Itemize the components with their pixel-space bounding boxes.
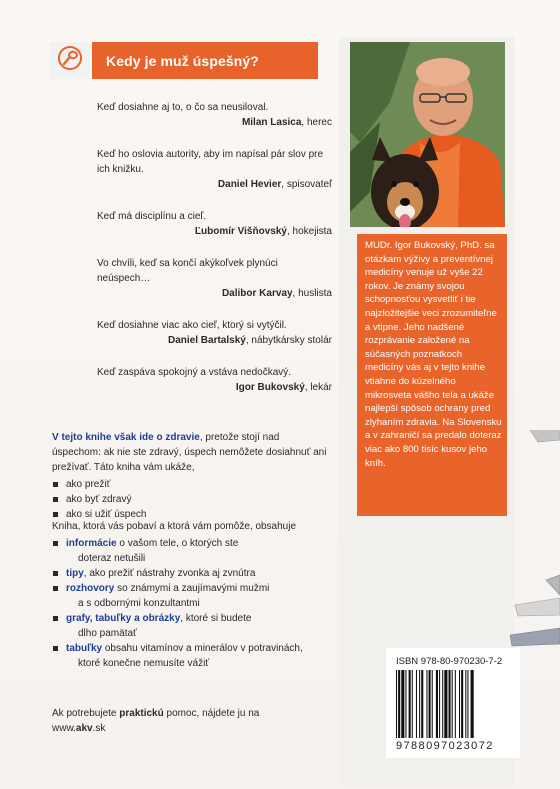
author-role: , huslista: [292, 288, 332, 299]
quote-item: [97, 209, 332, 239]
banner-title: Kedy je muž úspešný?: [106, 52, 259, 69]
list-item: [52, 536, 327, 566]
barcode-bar: [432, 670, 433, 738]
barcode-bar: [398, 670, 400, 738]
url-prefix: www.: [52, 723, 76, 734]
intro-bullets: [52, 477, 327, 522]
barcode-bar: [465, 670, 466, 738]
item-line1: obsahu vitamínov a minerálov v potravinách,: [102, 643, 303, 654]
barcode-bar: [401, 670, 404, 738]
barcode-digits: 9788097023072: [396, 740, 494, 752]
author-name: Daniel Bartalský: [168, 335, 246, 346]
url-domain: akv: [75, 723, 93, 734]
author-name: Daniel Hevier: [217, 179, 282, 190]
quote-item: [97, 256, 332, 301]
item-line2: a s odbornými konzultantmi: [78, 598, 200, 609]
barcode-bar: [439, 670, 440, 738]
contents-intro: Kniha, ktorá vás pobaví a ktorá vám pomôže, obsahuje: [52, 521, 297, 532]
footer-post: pomoc, nájdete ju na: [163, 708, 260, 719]
item-bold: tabuľky: [66, 643, 103, 654]
quotes-list: [97, 100, 332, 412]
barcode-bar: [416, 670, 417, 738]
list-item: [52, 566, 327, 581]
quote-text: Keď dosiahne aj to, o čo sa neusiloval.: [97, 102, 269, 113]
isbn-label: ISBN 978-80-970230-7-2: [396, 656, 503, 667]
author-name: Milan Lasica: [241, 117, 302, 128]
banner-icon-box: [50, 42, 92, 79]
barcode-bar: [461, 670, 463, 738]
item-line2: doteraz netušili: [78, 553, 146, 564]
item-bold: grafy, tabuľky a obrázky: [66, 613, 181, 624]
url-suffix: .sk: [92, 723, 106, 734]
barcode-bar: [449, 670, 451, 738]
intro-rest: , pretože stojí nad úspechom: ak nie ste zdravý, úspech nemôžete dosiahnuť ani prežívať. Táto kniha vám ukáže,: [52, 432, 327, 473]
author-role: , hokejista: [286, 226, 332, 237]
list-item: [52, 611, 327, 641]
barcode-bar: [471, 670, 474, 738]
author-name: Ľubomír Višňovský: [194, 226, 287, 237]
barcode-bar: [412, 670, 413, 738]
item-line1: so známymi a zaujímavými mužmi: [114, 583, 270, 594]
item-line1: o vašom tele, o ktorých ste: [116, 538, 239, 549]
list-item: ako si užiť úspech: [52, 507, 327, 522]
section-banner: [50, 42, 318, 79]
list-item: ako prežiť: [52, 477, 327, 492]
barcode-bar: [429, 670, 431, 738]
barcode-bar: [419, 670, 420, 738]
microphone-icon: [56, 45, 84, 76]
barcode-bar: [436, 670, 438, 738]
barcode-bar: [396, 670, 397, 738]
barcode-bar: [467, 670, 468, 738]
quote-author: [97, 286, 332, 301]
list-item: [52, 581, 327, 611]
author-photo: [350, 42, 505, 227]
barcode-bar: [455, 670, 456, 738]
footer-pre: Ak potrebujete: [52, 708, 120, 719]
list-item: ako byť zdravý: [52, 492, 327, 507]
author-role: , herec: [301, 117, 332, 128]
list-item: [52, 641, 327, 671]
quote-item: [97, 147, 332, 192]
item-bold: tipy: [66, 568, 84, 579]
quote-author: [97, 224, 332, 239]
quote-item: [97, 365, 332, 395]
barcode-bar: [405, 670, 406, 738]
barcode-bar: [452, 670, 453, 738]
quote-author: [97, 115, 332, 130]
item-bold: informácie: [66, 538, 117, 549]
intro-paragraph: [52, 430, 327, 522]
footer-bold: praktickú: [119, 708, 164, 719]
intro-lead: V tejto knihe však ide o zdravie: [52, 432, 200, 443]
item-line2: ktoré konečne nemusíte vážiť: [78, 658, 210, 669]
quote-item: [97, 318, 332, 348]
quote-author: [97, 380, 332, 395]
barcode-bar: [409, 670, 411, 738]
author-name: Igor Bukovský: [235, 382, 305, 393]
barcode-bar: [421, 670, 423, 738]
quote-text: Keď má disciplínu a cieľ.: [97, 211, 207, 222]
author-role: , nábytkársky stolár: [245, 335, 332, 346]
author-bio: [357, 234, 507, 516]
barcode-bar: [442, 670, 443, 738]
item-line2: dlho pamätať: [78, 628, 137, 639]
quote-author: [97, 333, 332, 348]
bio-text: MUDr. Igor Bukovský, PhD. sa otázkam výživy a preventívnej medicíny venuje už vyše 22 rokov. Je známy svojou schopnosťou vysvetliť i tie najzložitejšie veci zrozumiteľne a vtipne. Jeho nadšené rozprávanie založené na súčasných poznatkoch medicíny vás aj v tejto knihe vtiahne do kúzelného mikrosveta vášho tela a ukáže najlepší spôsob ochrany pred zlyhaním zdravia. Na Slovensku a v zahraničí sa predalo doteraz viac ako 800 tisíc kusov jeho kníh.: [365, 240, 502, 469]
footer-note: [52, 706, 327, 736]
quote-text: Keď dosiahne viac ako cieľ, ktorý si vytýčil.: [97, 320, 287, 331]
item-bold: rozhovory: [66, 583, 115, 594]
author-role: , lekár: [304, 382, 332, 393]
author-name: Dalibor Karvay: [221, 288, 293, 299]
quote-author: [97, 177, 332, 192]
author-role: , spisovateľ: [281, 179, 332, 190]
quote-text: Vo chvíli, keď sa končí akýkoľvek plynúci neúspech…: [97, 258, 278, 284]
barcode-bar: [459, 670, 460, 738]
quote-text: Keď ho oslovia autority, aby im napísal pár slov pre ich knižku.: [97, 149, 324, 175]
website-link[interactable]: [52, 723, 105, 734]
contents-section: [52, 519, 327, 671]
item-line1: , ako prežiť nástrahy zvonka aj zvnútra: [83, 568, 256, 579]
barcode-bar: [426, 670, 427, 738]
quote-text: Keď zaspáva spokojný a vstáva nedočkavý.: [97, 367, 292, 378]
barcode-bar: [444, 670, 447, 738]
item-line1: , ktoré si budete: [180, 613, 252, 624]
quote-item: [97, 100, 332, 130]
contents-list: [52, 536, 327, 671]
